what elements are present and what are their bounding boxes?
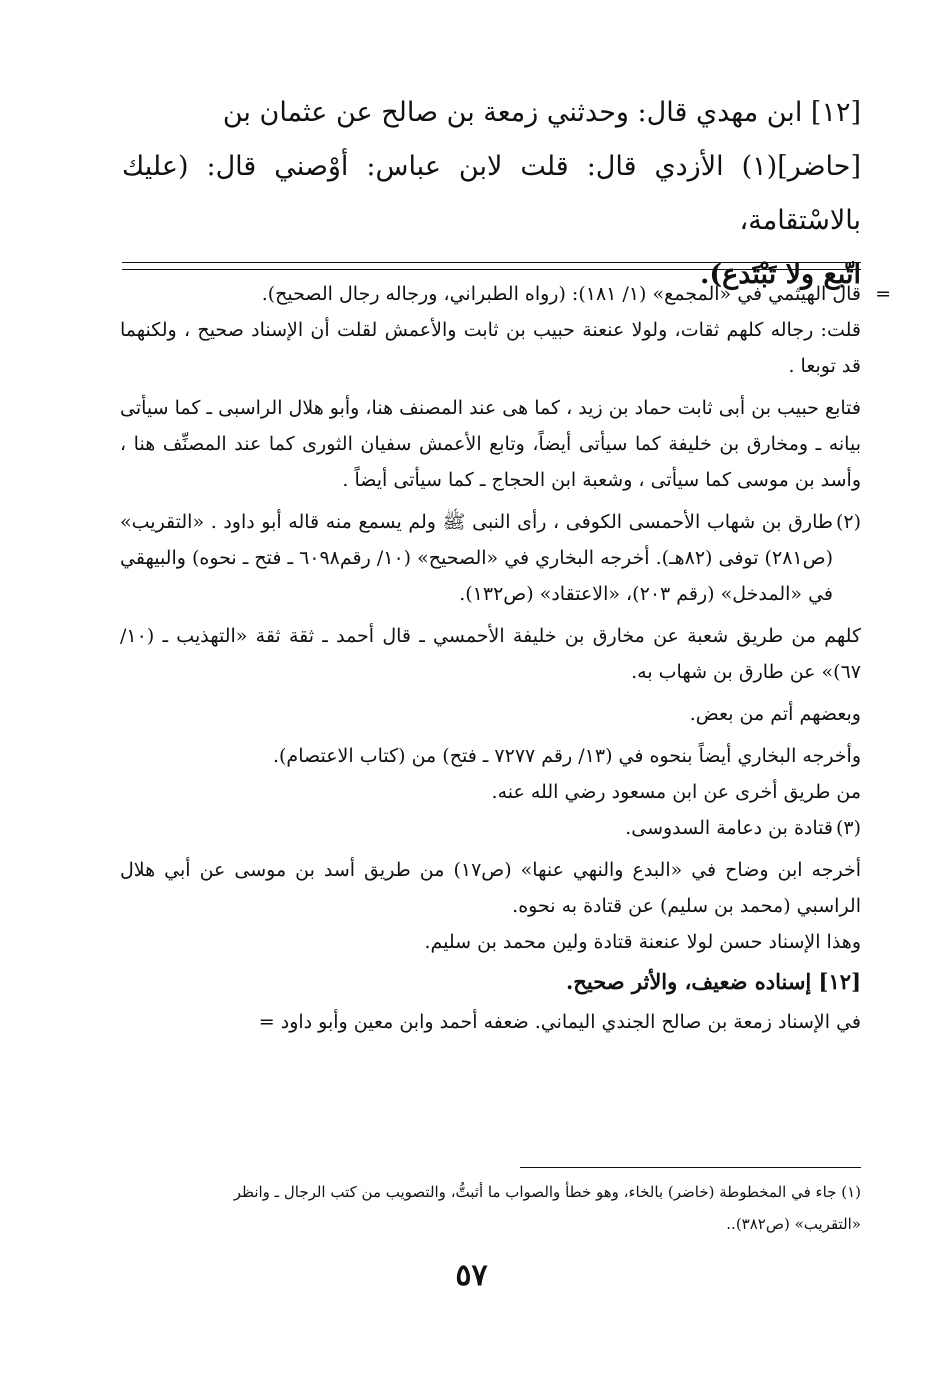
page-number: ٥٧	[455, 1258, 488, 1293]
footnote-line-1: (١) جاء في المخطوطة (خاضر) بالخاء، وهو خطأ والصواب ما أثبتُّ، والتصويب من كتب الرجال ـ وانظر	[233, 1183, 861, 1201]
section-heading: [١٢] إسناده ضعيف، والأثر صحيح.	[566, 969, 861, 994]
note-number: (٣)	[835, 817, 861, 839]
note-paragraph: من طريق أخرى عن ابن مسعود رضي الله عنه.	[491, 781, 861, 803]
footnote	[120, 1176, 861, 1240]
note-paragraph: وهذا الإسناد حسن لولا عنعنة قتادة ولين محمد بن سليم.	[424, 931, 861, 953]
note-paragraph: وأخرجه البخاري أيضاً بنحوه في (١٣/ رقم ٧٢٧٧ ـ فتح) من (كتاب الاعتصام).	[272, 745, 861, 767]
note-paragraph: فتابع حبيب بن أبى ثابت حماد بن زيد ، كما هى عند المصنف هنا، وأبو هلال الراسبى ـ كما سيأتى بيانه ـ ومخارق بن خليفة كما سيأتى أيضاً، وتابع الأعمش سفيان الثورى كما عند المصنِّف هنا ، وأسد بن موسى كما سيأتى ، وشعبة ابن الحجاج ـ كما سيأتى أيضاً .	[120, 397, 861, 491]
note-text: قال الهيثمي في «المجمع» (١/ ١٨١): (رواه الطبراني، ورجاله رجال الصحيح).	[261, 283, 861, 305]
note-paragraph: قلت: رجاله كلهم ثقات، ولولا عنعنة حبيب بن ثابت والأعمش لقلت أن الإسناد صحيح ، ولكنهما قد توبعا .	[120, 319, 861, 377]
note-number: (٢)	[835, 511, 861, 533]
note-paragraph: وبعضهم أتم من بعض.	[689, 703, 861, 725]
footnote-rule	[520, 1167, 861, 1168]
note-continuation	[120, 276, 891, 312]
note-item-2	[120, 504, 861, 612]
commentary-notes	[120, 276, 891, 1040]
note-text: قتادة بن دعامة السدوسى.	[625, 817, 833, 839]
note-paragraph: أخرجه ابن وضاح في «البدع والنهي عنها» (ص١٧) من طريق أسد بن موسى عن أبي هلال الراسبي (محمد بن سليم) عن قتادة به نحوه.	[120, 859, 861, 917]
main-line-1: [١٢] ابن مهدي قال: وحدثني زمعة بن صالح عن عثمان بن	[222, 97, 861, 128]
double-rule-divider	[122, 262, 861, 270]
main-line-2: [حاضر](١) الأزدي قال: قلت لابن عباس: أوْصني قال: (عليك بالاسْتقامة،	[122, 151, 861, 236]
footnote-line-2: «التقريب» (ص٣٨٢)..	[726, 1215, 861, 1233]
note-paragraph: في الإسناد زمعة بن صالح الجندي اليماني. ضعفه أحمد وابن معين وأبو داود =	[258, 1011, 861, 1033]
main-line-3: اتّبع ولا تَبْتَدع).	[699, 259, 861, 290]
note-paragraph: كلهم من طريق شعبة عن مخارق بن خليفة الأحمسي ـ قال أحمد ـ ثقة ثقة «التهذيب ـ (١٠/ ٦٧)» عن طارق بن شهاب به.	[120, 625, 861, 683]
note-item-3	[120, 810, 861, 846]
note-text: طارق بن شهاب الأحمسى الكوفى ، رأى النبى ﷺ ولم يسمع منه قاله أبو داود . «التقريب» (ص٢٨١) توفى (٨٢هـ). أخرجه البخاري في «الصحيح» (١٠/ رقم٦٠٩٨ ـ فتح ـ نحوه) والبيهقي في «المدخل» (رقم ٢٠٣)، «الاعتقاد» (ص١٣٢).	[120, 511, 833, 605]
continuation-marker: =	[875, 283, 891, 305]
